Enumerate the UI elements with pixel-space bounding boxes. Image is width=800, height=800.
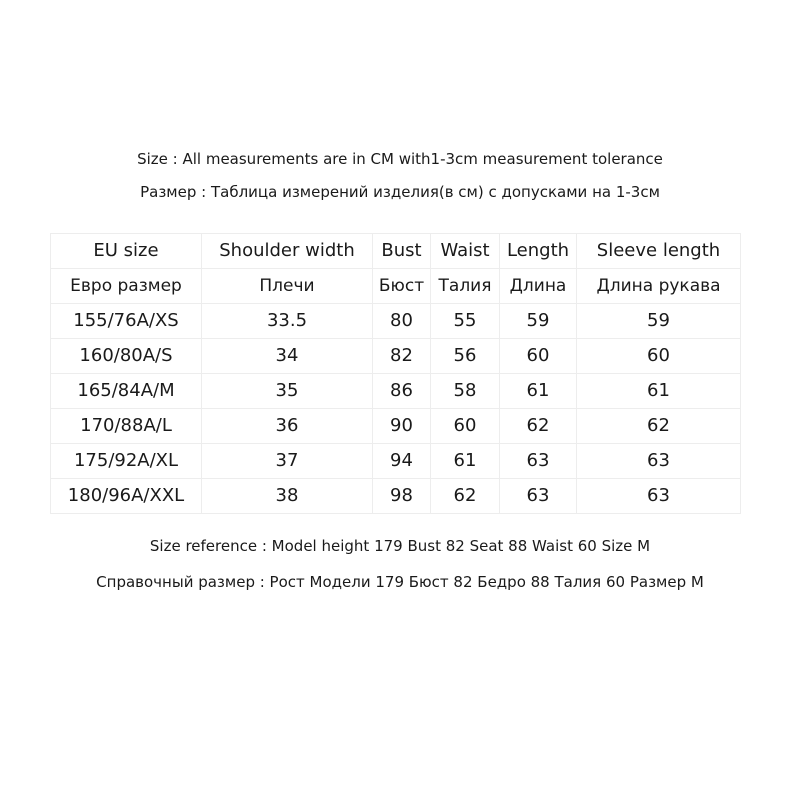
table-cell: 62 [500,409,577,444]
table-cell: 98 [373,479,431,514]
table-cell: 62 [577,409,741,444]
table-cell: 37 [202,444,373,479]
header-cell: Shoulder width [202,234,373,269]
table-cell: 63 [577,479,741,514]
table-cell: 170/88A/L [51,409,202,444]
table-row [51,409,741,444]
table-cell: 38 [202,479,373,514]
header-cell: Sleeve length [577,234,741,269]
table-cell: 59 [577,304,741,339]
table-cell: 62 [431,479,500,514]
table-cell: 60 [500,339,577,374]
table-cell: 80 [373,304,431,339]
table-cell: 160/80A/S [51,339,202,374]
header-cell: Длина рукава [577,269,741,304]
table-cell: 58 [431,374,500,409]
table-cell: 165/84A/M [51,374,202,409]
table-cell: 63 [500,444,577,479]
header-cell: Плечи [202,269,373,304]
size-reference-en: Size reference : Model height 179 Bust 82 Seat 88 Waist 60 Size M [149,537,651,555]
table-cell: 82 [373,339,431,374]
table-cell: 59 [500,304,577,339]
header-row-ru [51,269,741,304]
table-cell: 175/92A/XL [51,444,202,479]
table-cell: 55 [431,304,500,339]
size-tolerance-note-ru: Размер : Таблица измерений изделия(в см) с допусками на 1-3см [140,183,660,201]
header-cell: Длина [500,269,577,304]
table-cell: 61 [431,444,500,479]
table-row [51,304,741,339]
table-row [51,444,741,479]
header-cell: Бюст [373,269,431,304]
size-chart-table [50,233,741,514]
table-row [51,374,741,409]
table-cell: 155/76A/XS [51,304,202,339]
header-cell: Евро размер [51,269,202,304]
table-cell: 34 [202,339,373,374]
table-row [51,339,741,374]
table-cell: 63 [577,444,741,479]
table-cell: 35 [202,374,373,409]
table-cell: 61 [500,374,577,409]
size-tolerance-note-en: Size : All measurements are in CM with1-3cm measurement tolerance [137,150,663,168]
table-cell: 86 [373,374,431,409]
table-cell: 94 [373,444,431,479]
table-cell: 63 [500,479,577,514]
table-cell: 36 [202,409,373,444]
table-cell: 60 [577,339,741,374]
table-row [51,479,741,514]
size-reference-ru: Справочный размер : Рост Модели 179 Бюст 82 Бедро 88 Талия 60 Размер M [96,573,704,591]
header-row-en [51,234,741,269]
header-cell: Bust [373,234,431,269]
header-cell: Waist [431,234,500,269]
table-cell: 56 [431,339,500,374]
table-cell: 180/96A/XXL [51,479,202,514]
header-cell: EU size [51,234,202,269]
table-cell: 90 [373,409,431,444]
header-cell: Length [500,234,577,269]
header-cell: Талия [431,269,500,304]
table-cell: 33.5 [202,304,373,339]
table-cell: 60 [431,409,500,444]
table-cell: 61 [577,374,741,409]
